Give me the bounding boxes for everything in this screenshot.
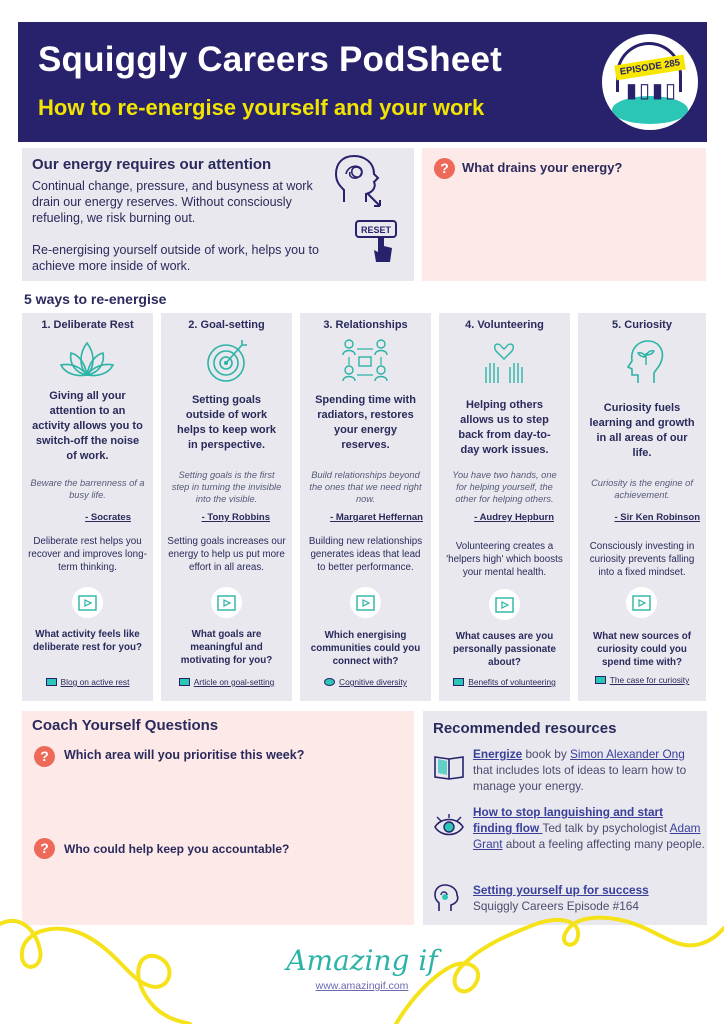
way-question: What new sources of curiosity could you spend time with? [593, 631, 691, 668]
way-link-label[interactable]: Benefits of volunteering [468, 677, 556, 687]
coach-question-2: Who could help keep you accountable? [64, 842, 290, 856]
coach-heading: Coach Yourself Questions [32, 717, 219, 734]
way-heading: 4. Volunteering [465, 319, 544, 331]
way-lead: Setting goals outside of work helps to keep work in perspective. [176, 394, 277, 451]
way-column-goal-setting [161, 313, 292, 701]
way-column-curiosity [578, 313, 706, 701]
resource-text: that includes lots of ideas to learn how to manage your energy. [473, 763, 687, 793]
way-quote: You have two hands, one for helping yourself, the other for helping others. [452, 470, 557, 504]
reset-button-icon [354, 218, 402, 266]
way-body: Consciously investing in curiosity prevents falling into a fixed mindset. [589, 541, 695, 578]
header-banner [18, 22, 707, 142]
way-quote: Build relationships beyond the ones that we need right now. [309, 470, 422, 504]
website-link[interactable]: www.amazingif.com [315, 980, 409, 992]
coach-question-1: Which area will you prioritise this week? [64, 748, 305, 762]
resource-text: book by [522, 747, 571, 761]
video-play-icon [350, 587, 381, 618]
target-icon [196, 337, 256, 385]
way-author[interactable]: - Tony Robbins [201, 512, 270, 523]
resource-ted-talk [473, 804, 705, 852]
video-play-icon [211, 587, 242, 618]
way-link[interactable] [439, 677, 570, 687]
video-play-icon [489, 589, 520, 620]
question-mark-icon: ? [34, 746, 55, 767]
way-heading: 1. Deliberate Rest [41, 319, 134, 331]
resource-episode-subtitle: Squiggly Careers Episode #164 [473, 899, 639, 913]
book-icon [433, 751, 465, 781]
way-link-label[interactable]: Article on goal-setting [193, 677, 275, 687]
network-people-icon [335, 337, 395, 385]
way-link-label[interactable]: Cognitive diversity [339, 677, 407, 687]
energy-paragraph-1: Continual change, pressure, and busyness at work drain our energy reserves. Without consciously refueling, we risk burning out. [32, 179, 313, 225]
blog-icon [46, 678, 57, 686]
way-quote: Setting goals is the first step in turning the invisible into the visible. [171, 470, 282, 504]
page-subtitle: How to re-energise yourself and your work [38, 95, 485, 120]
drains-question: What drains your energy? [462, 160, 623, 175]
video-icon [595, 676, 606, 684]
article-icon [179, 678, 190, 686]
way-author[interactable]: - Sir Ken Robinson [614, 512, 700, 523]
energy-paragraph-2: Re-energising yourself outside of work, helps you to achieve more inside of work. [32, 243, 319, 273]
resource-energize-author[interactable]: Simon Alexander Ong [570, 747, 685, 761]
way-body: Building new relationships generates ideas that lead to better performance. [308, 536, 423, 573]
question-mark-icon: ? [34, 838, 55, 859]
ways-title: 5 ways to re-energise [24, 291, 167, 307]
way-heading: 2. Goal-setting [188, 319, 265, 331]
eye-talk-icon [433, 813, 465, 841]
energy-heading: Our energy requires our attention [32, 156, 272, 173]
way-body: Deliberate rest helps you recover and improves long-term thinking. [28, 536, 147, 573]
way-question: What causes are you personally passionate about? [453, 631, 556, 668]
way-column-volunteering [439, 313, 570, 701]
way-quote: Beware the barrenness of a busy life. [30, 478, 145, 500]
way-question: What goals are meaningful and motivating for you? [180, 629, 273, 666]
way-link[interactable] [578, 675, 706, 685]
way-link-label[interactable]: The case for curiosity [609, 675, 690, 685]
way-heading: 5. Curiosity [612, 319, 672, 331]
resource-text: about a feeling affecting many people. [502, 837, 705, 851]
resource-episode-title[interactable]: Setting yourself up for success [473, 883, 649, 897]
way-lead: Curiosity fuels learning and growth in all areas of our life. [589, 402, 695, 459]
episode-label: EPISODE 285 [614, 55, 685, 81]
head-scribble-icon [328, 152, 388, 208]
article-icon [453, 678, 464, 686]
way-question: Which energising communities could you connect with? [310, 630, 421, 667]
resource-ted-talk-author[interactable]: Adam Grant [473, 821, 701, 851]
way-author[interactable]: - Audrey Hepburn [474, 512, 554, 523]
page-title: Squiggly Careers PodSheet [38, 40, 503, 79]
way-body: Setting goals increases our energy to help us put more effort in all areas. [167, 536, 286, 573]
way-author[interactable]: - Socrates [85, 512, 131, 523]
way-link-label[interactable]: Blog on active rest [60, 677, 130, 687]
episode-badge [602, 34, 698, 130]
way-link[interactable] [300, 677, 431, 687]
reset-label: RESET [360, 225, 392, 235]
way-body: Volunteering creates a 'helpers high' which boosts your mental health. [446, 541, 563, 578]
resource-energize-title[interactable]: Energize [473, 747, 523, 761]
way-lead: Giving all your attention to an activity allows you to switch-off the noise of work. [32, 390, 143, 462]
way-column-relationships [300, 313, 431, 701]
way-author[interactable]: - Margaret Heffernan [330, 512, 423, 523]
resources-heading: Recommended resources [433, 720, 617, 737]
way-link[interactable] [161, 677, 292, 687]
lotus-icon [57, 337, 117, 385]
brand-logo: Amazing if [286, 944, 438, 977]
way-heading: 3. Relationships [323, 319, 408, 331]
video-play-icon [72, 587, 103, 618]
resource-energize [473, 746, 705, 794]
energy-panel [22, 148, 414, 281]
drains-panel [422, 148, 706, 281]
way-quote: Curiosity is the engine of achievement. [591, 478, 693, 500]
resource-text: Ted talk by psychologist [542, 821, 670, 835]
growing-mind-icon [612, 337, 672, 385]
way-lead: Helping others allows us to step back from day-to-day work issues. [458, 399, 551, 456]
raised-hands-icon [474, 337, 534, 385]
people-figures-icon: ▮▯▮▯ [626, 80, 679, 102]
way-question: What activity feels like deliberate rest for you? [33, 629, 142, 653]
way-link[interactable] [22, 677, 153, 687]
video-play-icon [626, 587, 657, 618]
podcast-icon [324, 678, 335, 686]
way-column-deliberate-rest [22, 313, 153, 701]
resource-ted-talk-title[interactable]: How to stop languishing and start finding flow [473, 805, 664, 835]
question-mark-icon: ? [434, 158, 455, 179]
way-lead: Spending time with radiators, restores your energy reserves. [315, 394, 416, 451]
